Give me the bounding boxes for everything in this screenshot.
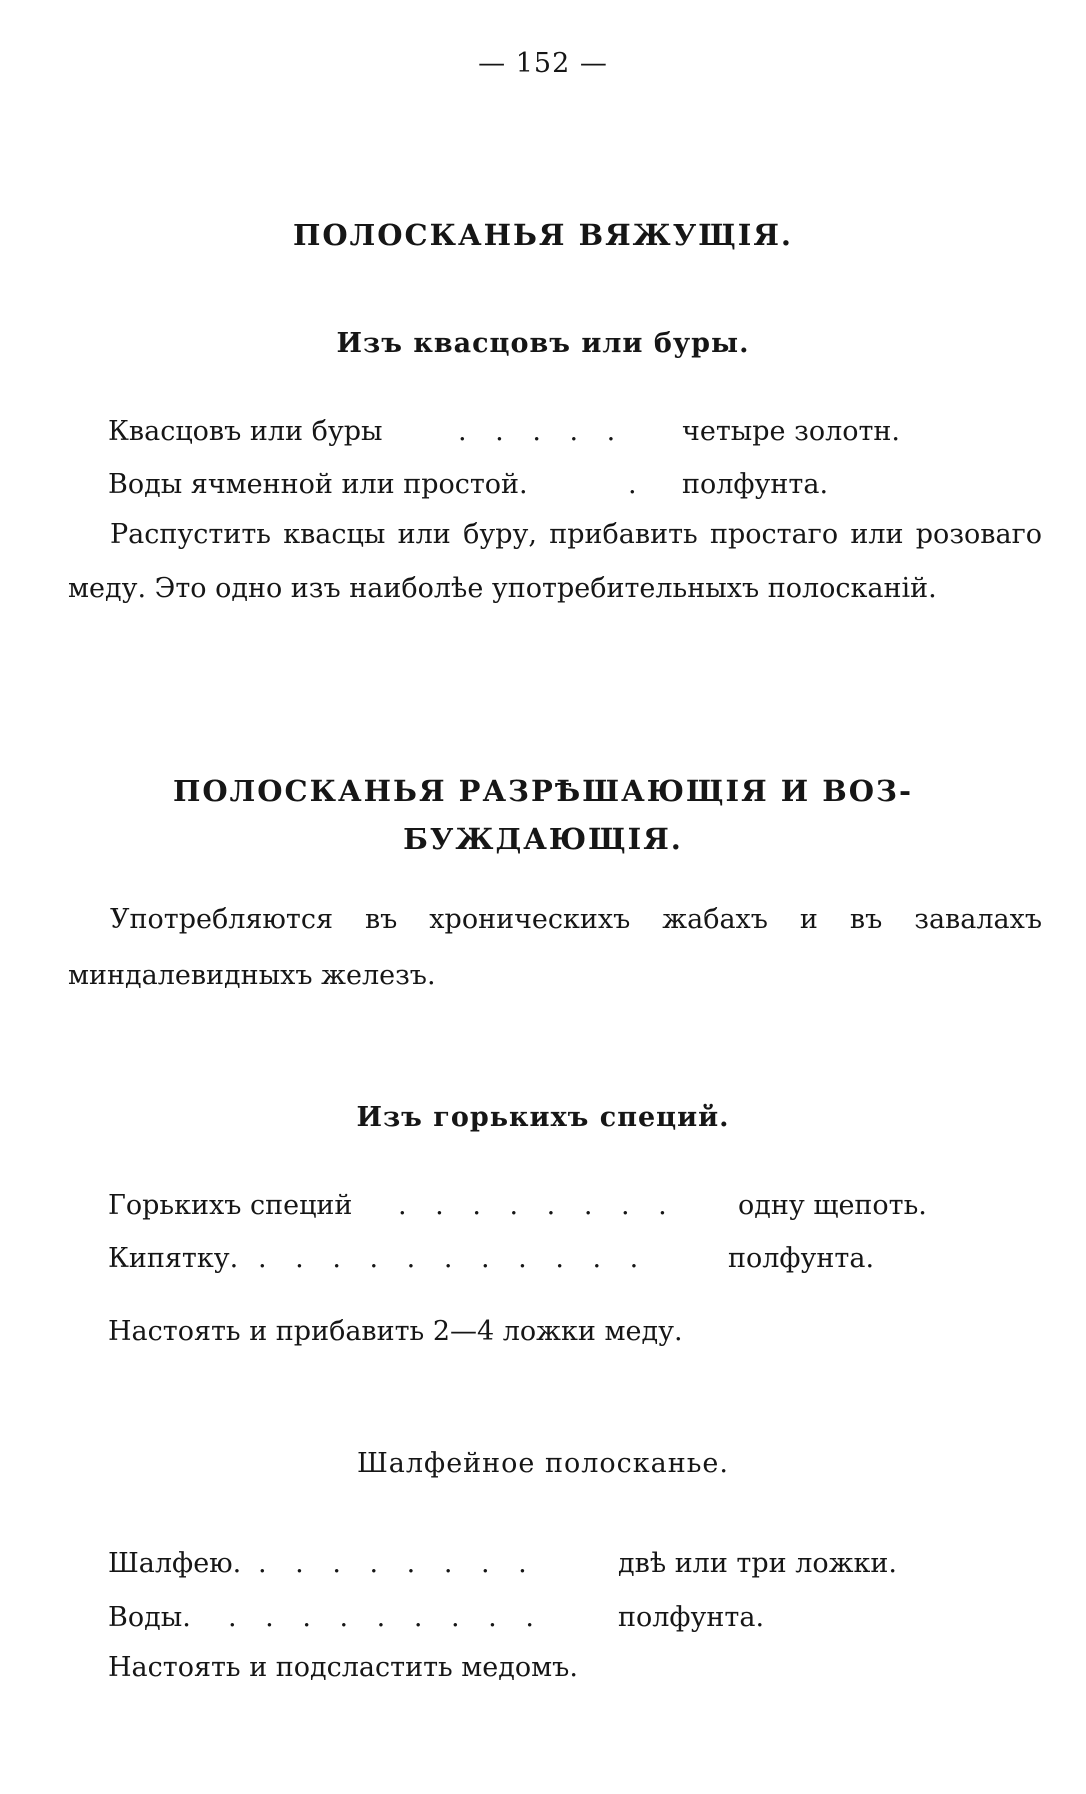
leader-dots: . . . . . . . .	[398, 1190, 677, 1221]
ingredient-amount: полфунта.	[682, 469, 829, 500]
recipe-instructions: Настоять и подсластить медомъ.	[108, 1652, 578, 1683]
ingredient-name: Воды ячменной или простой.	[108, 469, 528, 500]
ingredient-name: Шалфею.	[108, 1548, 242, 1579]
section-description: Употребляются въ хроническихъ жабахъ и въ завалахъ миндалевидныхъ железъ.	[68, 904, 1042, 991]
section-heading-resolving-line2: БУЖДАЮЩІЯ.	[403, 822, 683, 856]
ingredient-amount: двѣ или три ложки.	[618, 1548, 897, 1579]
ingredient-name: Воды.	[108, 1602, 191, 1633]
recipe-instructions: Распустить квасцы или буру, прибавить простаго или розоваго меду. Это одно изъ наиболѣе употребительныхъ полосканій.	[68, 519, 1042, 604]
ingredient-name: Горькихъ специй	[108, 1190, 353, 1221]
leader-dots: . . . . . . . . . . .	[258, 1243, 649, 1274]
section-heading-astringent: ПОЛОСКАНЬЯ ВЯЖУЩІЯ.	[292, 218, 794, 252]
recipe-title-sage: Шалфейное полосканье.	[357, 1448, 729, 1479]
leader-dots: . . . . .	[458, 416, 626, 447]
ingredient-amount: полфунта.	[728, 1243, 875, 1274]
ingredient-name: Квасцовъ или буры	[108, 416, 383, 447]
recipe-title-alum: Изъ квасцовъ или буры.	[336, 328, 750, 359]
leader-dots: . . . . . . . . .	[228, 1602, 544, 1633]
ingredient-amount: четыре золотн.	[682, 416, 901, 447]
leader-dots: . . . . . . . .	[258, 1548, 537, 1579]
page-number: — 152 —	[478, 48, 608, 79]
ingredient-name: Кипятку.	[108, 1243, 239, 1274]
ingredient-amount: одну щепоть.	[738, 1190, 927, 1221]
recipe-instructions: Настоять и прибавить 2—4 ложки меду.	[108, 1316, 683, 1347]
recipe-title-bitter-spices: Изъ горькихъ специй.	[356, 1102, 730, 1133]
leader-dots: .	[628, 469, 647, 500]
ingredient-amount: полфунта.	[618, 1602, 765, 1633]
section-heading-resolving-line1: ПОЛОСКАНЬЯ РАЗРѢШАЮЩІЯ И ВОЗ-	[173, 774, 913, 808]
